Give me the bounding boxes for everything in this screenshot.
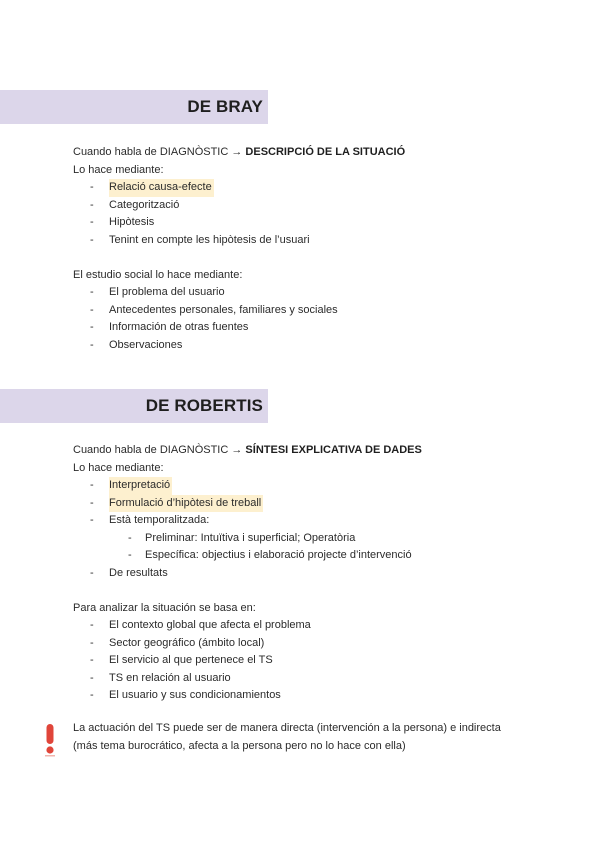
note-text [73, 720, 543, 755]
list-item-label: Està temporalitzada: [109, 514, 210, 526]
sub-list-item: - Preliminar: Intuïtiva i superficial; Operatòria [73, 530, 553, 548]
list-item [73, 179, 553, 197]
list-item: - Tenint en compte les hipòtesis de l’usuari [73, 232, 553, 250]
intro-line [73, 144, 553, 162]
list-item [73, 512, 553, 530]
heading-bar-de-robertis [0, 389, 268, 423]
sub-list-item: - Específica: objectius i elaboració projecte d’intervenció [73, 547, 553, 565]
analysis-list [73, 617, 553, 705]
intro-prefix: Cuando habla de DIAGNÒSTIC → [73, 444, 246, 456]
intro-prefix: Cuando habla de DIAGNÒSTIC → [73, 146, 246, 158]
section-de-robertis [73, 442, 553, 705]
intro-line [73, 442, 553, 460]
exclamation-icon [40, 722, 60, 758]
method-list-end [73, 565, 553, 583]
list-item [73, 495, 553, 513]
lead-text-2: El estudio social lo hace mediante: [73, 268, 243, 281]
lead-text-2: Para analizar la situación se basa en: [73, 601, 256, 614]
section-title-de-robertis: DE ROBERTIS [145, 396, 263, 415]
list-item: - El problema del usuario [73, 284, 553, 302]
list-item: - El contexto global que afecta el problema [73, 617, 553, 635]
method-list [73, 477, 553, 530]
list-item: - El servicio al que pertenece el TS [73, 652, 553, 670]
heading-bar-de-bray [0, 90, 268, 124]
list-item: - Información de otras fuentes [73, 319, 553, 337]
highlighted-item: Interpretació [109, 477, 172, 495]
list-item: - Categorització [73, 197, 553, 215]
list-item [73, 477, 553, 495]
highlighted-item: Formulació d’hipòtesi de treball [109, 495, 263, 513]
note-line-2: (más tema burocrático, afecta a la persona pero no lo hace con ella) [73, 739, 406, 752]
section-de-bray [73, 144, 553, 354]
intro-bold: DESCRIPCIÓ DE LA SITUACIÓ [245, 146, 406, 158]
note-line-1: La actuación del TS puede ser de manera directa (intervención a la persona) e indirecta [73, 722, 501, 734]
list-item: - El usuario y sus condicionamientos [73, 687, 553, 705]
list-item: - Sector geográfico (ámbito local) [73, 635, 553, 653]
section-title-de-bray: DE BRAY [187, 97, 263, 116]
list-item: - Hipòtesis [73, 214, 553, 232]
sub-list [73, 530, 553, 565]
highlighted-item: Relació causa-efecte [109, 179, 214, 197]
list-item: - TS en relación al usuario [73, 670, 553, 688]
lead-text: Lo hace mediante: [73, 163, 164, 176]
method-list [73, 179, 553, 249]
lead-text: Lo hace mediante: [73, 461, 164, 474]
social-study-list [73, 284, 553, 354]
intro-bold: SÍNTESI EXPLICATIVA DE DADES [245, 444, 422, 456]
list-item: - De resultats [73, 565, 553, 583]
list-item: - Antecedentes personales, familiares y sociales [73, 302, 553, 320]
list-item: - Observaciones [73, 337, 553, 355]
